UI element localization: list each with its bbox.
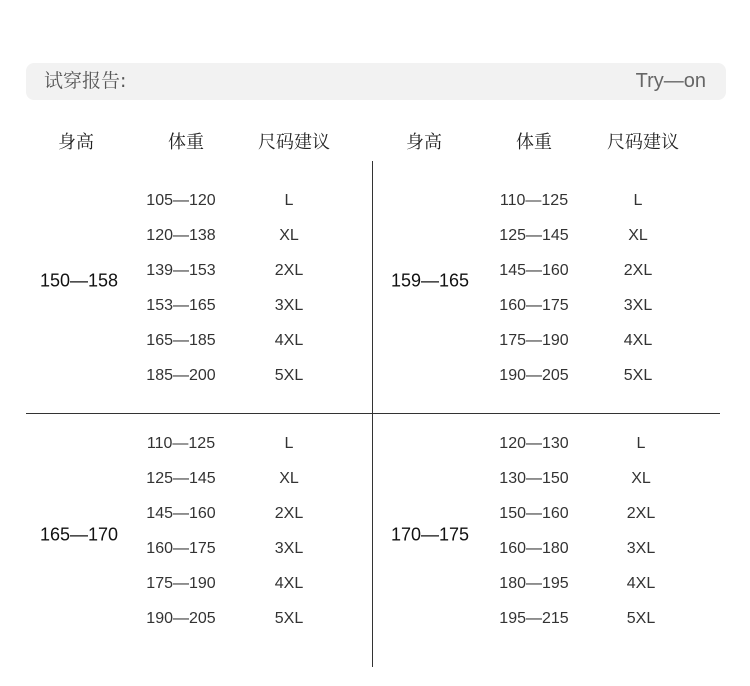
- size-cell: 4XL: [274, 575, 304, 592]
- weight-cell: 153—165: [146, 297, 216, 314]
- weight-cell: 195—215: [499, 610, 569, 627]
- size-cell: L: [284, 435, 294, 452]
- size-cell: 4XL: [274, 332, 304, 349]
- banner-title: 试穿报告:: [44, 70, 127, 92]
- size-cell: 3XL: [274, 540, 304, 557]
- weight-cell: 120—138: [146, 227, 216, 244]
- header-height-left: 身高: [58, 132, 94, 153]
- height-range-3: 170—175: [390, 524, 470, 545]
- size-cell: 2XL: [274, 505, 304, 522]
- weight-cell: 160—175: [146, 540, 216, 557]
- size-cell: 3XL: [274, 297, 304, 314]
- header-weight-right: 体重: [516, 132, 552, 153]
- size-cell: XL: [279, 227, 299, 244]
- size-cell: 4XL: [626, 575, 656, 592]
- size-cell: 5XL: [623, 367, 653, 384]
- horizontal-divider: [26, 413, 720, 414]
- weight-cell: 160—180: [499, 540, 569, 557]
- weight-cell: 120—130: [499, 435, 569, 452]
- size-cell: L: [633, 192, 643, 209]
- weight-cell: 145—160: [146, 505, 216, 522]
- title-banner: [26, 63, 726, 100]
- weight-cell: 150—160: [499, 505, 569, 522]
- weight-cell: 175—190: [146, 575, 216, 592]
- size-cell: 3XL: [623, 297, 653, 314]
- height-range-1: 159—165: [390, 270, 470, 291]
- size-cell: 5XL: [626, 610, 656, 627]
- weight-cell: 145—160: [499, 262, 569, 279]
- size-cell: 5XL: [274, 367, 304, 384]
- size-cell: 2XL: [274, 262, 304, 279]
- weight-cell: 180—195: [499, 575, 569, 592]
- weight-cell: 190—205: [146, 610, 216, 627]
- weight-cell: 125—145: [499, 227, 569, 244]
- size-cell: 3XL: [626, 540, 656, 557]
- weight-cell: 125—145: [146, 470, 216, 487]
- weight-cell: 190—205: [499, 367, 569, 384]
- weight-cell: 139—153: [146, 262, 216, 279]
- weight-cell: 130—150: [499, 470, 569, 487]
- height-range-2: 165—170: [39, 524, 119, 545]
- size-cell: 2XL: [626, 505, 656, 522]
- header-size-left: 尺码建议: [258, 132, 330, 153]
- height-range-0: 150—158: [39, 270, 119, 291]
- size-cell: 4XL: [623, 332, 653, 349]
- size-cell: L: [636, 435, 646, 452]
- weight-cell: 185—200: [146, 367, 216, 384]
- weight-cell: 105—120: [146, 192, 216, 209]
- weight-cell: 110—125: [146, 435, 216, 452]
- size-cell: 2XL: [623, 262, 653, 279]
- header-height-right: 身高: [406, 132, 442, 153]
- size-cell: L: [284, 192, 294, 209]
- size-cell: XL: [631, 470, 651, 487]
- size-cell: XL: [279, 470, 299, 487]
- weight-cell: 165—185: [146, 332, 216, 349]
- weight-cell: 160—175: [499, 297, 569, 314]
- vertical-divider: [372, 161, 373, 667]
- banner-subtitle: Try—on: [635, 70, 706, 92]
- header-weight-left: 体重: [168, 132, 204, 153]
- size-cell: 5XL: [274, 610, 304, 627]
- weight-cell: 175—190: [499, 332, 569, 349]
- weight-cell: 110—125: [499, 192, 569, 209]
- size-cell: XL: [628, 227, 648, 244]
- header-size-right: 尺码建议: [607, 132, 679, 153]
